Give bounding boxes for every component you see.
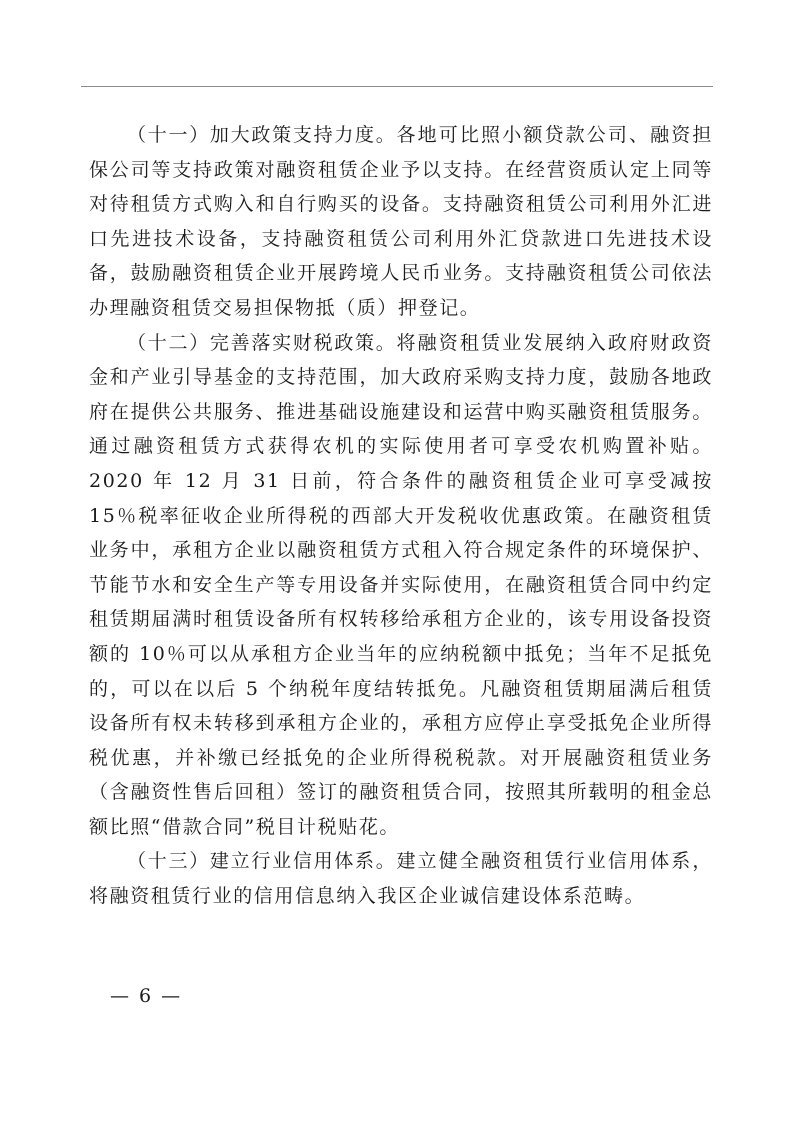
paragraph-12-body: 将融资租赁业发展纳入政府财政资金和产业引导基金的支持范围，加大政府采购支持力度，鼓励各地政府在提供公共服务、推进基础设施建设和运营中购买融资租赁服务。通过融资租赁方式获得农机的实际使用者可享受农机购置补贴。2020 年 12 月 31 日前，符合条件的融资租赁企业可享受减按 15％税率征收企业所得税的西部大开发税收优惠政策。在融资租赁业务中，承租方企业以融资租赁方式租入符合规定条件的环境保护、节能节水和安全生产等专用设备并实际使用，在融资租赁合同中约定租赁期届满时租赁设备所有权转移给承租方企业的，该专用设备投资额的 10％可以从承租方企业当年的应纳税额中抵免；当年不足抵免的，可以在以后 5 个纳税年度结转抵免。凡融资租赁期届满后租赁设备所有权未转移到承租方企业的，承租方应停止享受抵免企业所得税优惠，并补缴已经抵免的企业所得税税款。对开展融资租赁业务（含融资性售后回租）签订的融资租赁合同，按照其所载明的租金总额比照“借款合同”税目计税贴花。 (89, 331, 713, 838)
paragraph-13-heading: （十三）建立行业信用体系。 (127, 850, 397, 873)
paragraph-13 (89, 844, 713, 913)
header-rule (81, 86, 713, 87)
paragraph-12-heading: （十二）完善落实财税政策。 (127, 331, 397, 354)
paragraph-12 (89, 326, 713, 845)
paragraph-11 (89, 118, 713, 326)
paragraph-11-body: 各地可比照小额贷款公司、融资担保公司等支持政策对融资租赁企业予以支持。在经营资质认定上同等对待租赁方式购入和自行购买的设备。支持融资租赁公司利用外汇进口先进技术设备，支持融资租赁公司利用外汇贷款进口先进技术设备，鼓励融资租赁企业开展跨境人民币业务。支持融资租赁公司依法办理融资租赁交易担保物抵（质）押登记。 (89, 124, 713, 319)
page-number: — 6 — (110, 985, 183, 1007)
document-body (89, 118, 713, 914)
paragraph-13-body: 建立健全融资租赁行业信用体系，将融资租赁行业的信用信息纳入我区企业诚信建设体系范畴。 (89, 850, 713, 908)
paragraph-11-heading: （十一）加大政策支持力度。 (127, 124, 397, 146)
